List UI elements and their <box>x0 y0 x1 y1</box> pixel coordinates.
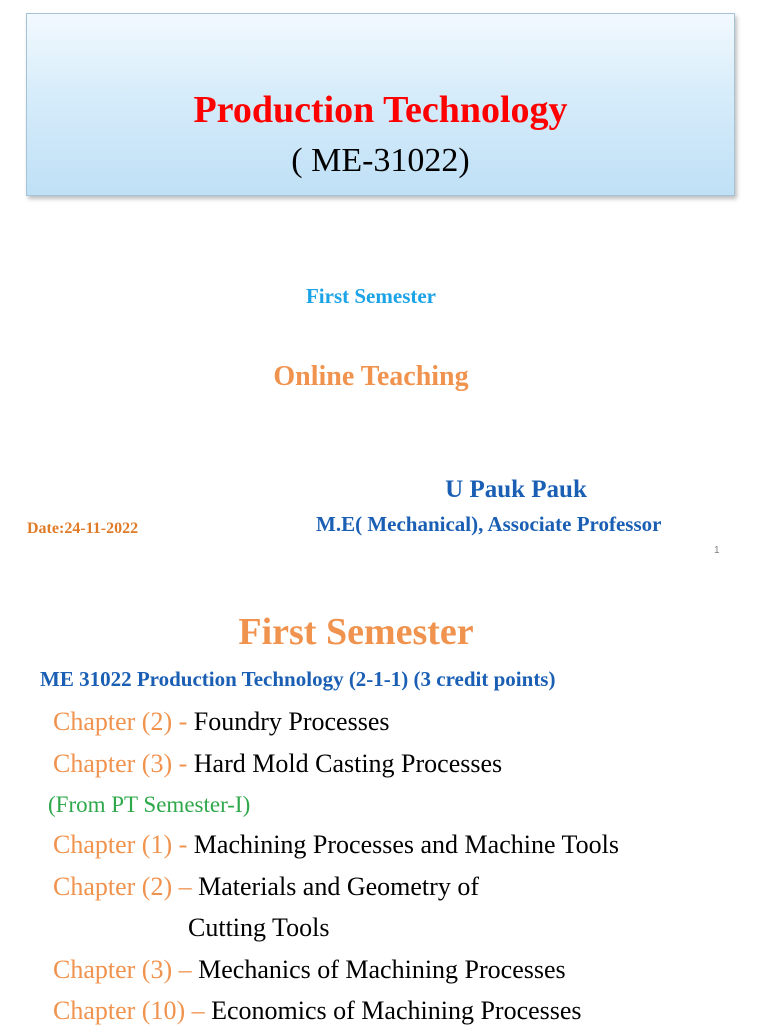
chapter-title: Machining Processes and Machine Tools <box>193 830 619 859</box>
course-line: ME 31022 Production Technology (2-1-1) (3 credit points) <box>40 667 556 691</box>
chapter-label: Chapter (10) – <box>53 996 212 1025</box>
chapter-label: Chapter (3) – <box>53 955 199 984</box>
chapter-label: Chapter (2) - <box>53 707 194 736</box>
chapter-item <box>53 749 502 779</box>
slide-title: Production Technology <box>193 89 568 131</box>
chapter-label: Chapter (1) - <box>53 830 194 859</box>
slide-title: First Semester <box>238 611 474 653</box>
course-code: ( ME-31022) <box>291 142 470 179</box>
date-label: Date:24-11-2022 <box>27 520 139 537</box>
source-note: (From PT Semester-I) <box>48 792 251 817</box>
teaching-mode: Online Teaching <box>273 361 469 392</box>
chapter-item <box>53 830 619 860</box>
chapter-title: Foundry Processes <box>193 707 390 736</box>
title-box <box>26 13 735 196</box>
chapter-title: Materials and Geometry of <box>198 872 479 901</box>
chapter-title: Hard Mold Casting Processes <box>193 749 503 778</box>
presenter-name: U Pauk Pauk <box>445 476 587 503</box>
chapter-title: Mechanics of Machining Processes <box>198 955 566 984</box>
chapter-item <box>53 955 566 985</box>
chapter-item <box>53 707 390 737</box>
semester-label: First Semester <box>305 284 437 308</box>
presenter-qualification: M.E( Mechanical), Associate Professor <box>316 512 662 536</box>
chapter-title: Economics of Machining Processes <box>211 996 582 1025</box>
chapter-label: Chapter (2) – <box>53 872 199 901</box>
page-number: 1 <box>714 545 720 556</box>
chapter-item <box>53 872 479 902</box>
slide-2 <box>0 578 768 1024</box>
chapter-item <box>53 996 582 1026</box>
chapter-title-continued: Cutting Tools <box>188 913 330 942</box>
chapter-label: Chapter (3) - <box>53 749 194 778</box>
